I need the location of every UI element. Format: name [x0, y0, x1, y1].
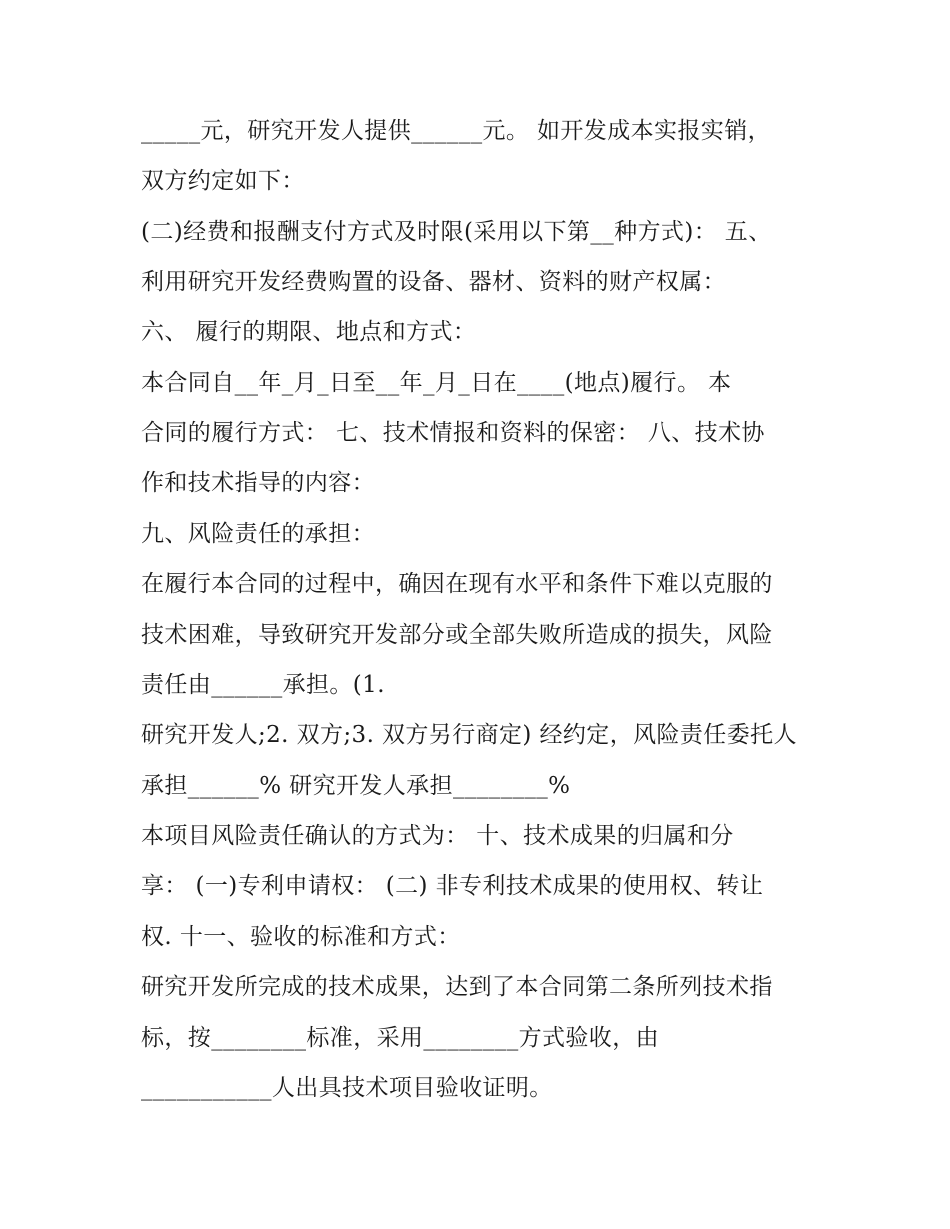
text-line-risk-percent: 承担______% 研究开发人承担________%: [141, 773, 571, 799]
text-line-section-eleven: 权. 十一、验收的标准和方式：: [141, 924, 461, 950]
text-line-risk-confirm: 本项目风险责任确认的方式为： 十、技术成果的归属和分: [141, 823, 734, 849]
text-line-property-rights: 利用研究开发经费购置的设备、器材、资料的财产权属：: [141, 269, 726, 295]
text-line-acceptance-standard: 标，按________标准，采用________方式验收，由: [141, 1025, 659, 1051]
text-line-acceptance: 研究开发所完成的技术成果，达到了本合同第二条所列技术指: [141, 974, 773, 1000]
text-line-section-nine: 九、风险责任的承担：: [141, 521, 375, 547]
text-line-ownership: 享： (一)专利申请权： (二) 非专利技术成果的使用权、转让: [141, 873, 764, 899]
text-line-risk-intro: 在履行本合同的过程中，确因在现有水平和条件下难以克服的: [141, 571, 773, 597]
text-line-risk-bearer: 责任由______承担。(1.: [141, 672, 385, 698]
text-line-funding-amounts: _____元，研究开发人提供______元。 如开发成本实报实销，: [141, 118, 772, 144]
text-line-term-period: 本合同自__年_月_日至__年_月_日在____(地点)履行。 本: [141, 370, 732, 396]
text-line-acceptance-certificate: ___________人出具技术项目验收证明。: [141, 1075, 553, 1101]
text-line-guidance-content: 作和技术指导的内容：: [141, 470, 375, 496]
text-line-performance-method: 合同的履行方式： 七、技术情报和资料的保密： 八、技术协: [141, 420, 765, 446]
text-line-risk-options: 研究开发人;2. 双方;3. 双方另行商定) 经约定，风险责任委托人: [141, 722, 797, 748]
text-line-section-six: 六、 履行的期限、地点和方式：: [141, 319, 477, 345]
text-line-agreement: 双方约定如下：: [141, 168, 305, 194]
text-line-risk-loss: 技术困难，导致研究开发部分或全部失败所造成的损失，风险: [141, 622, 773, 648]
text-line-payment-method: (二)经费和报酬支付方式及时限(采用以下第__种方式)： 五、: [141, 219, 772, 245]
